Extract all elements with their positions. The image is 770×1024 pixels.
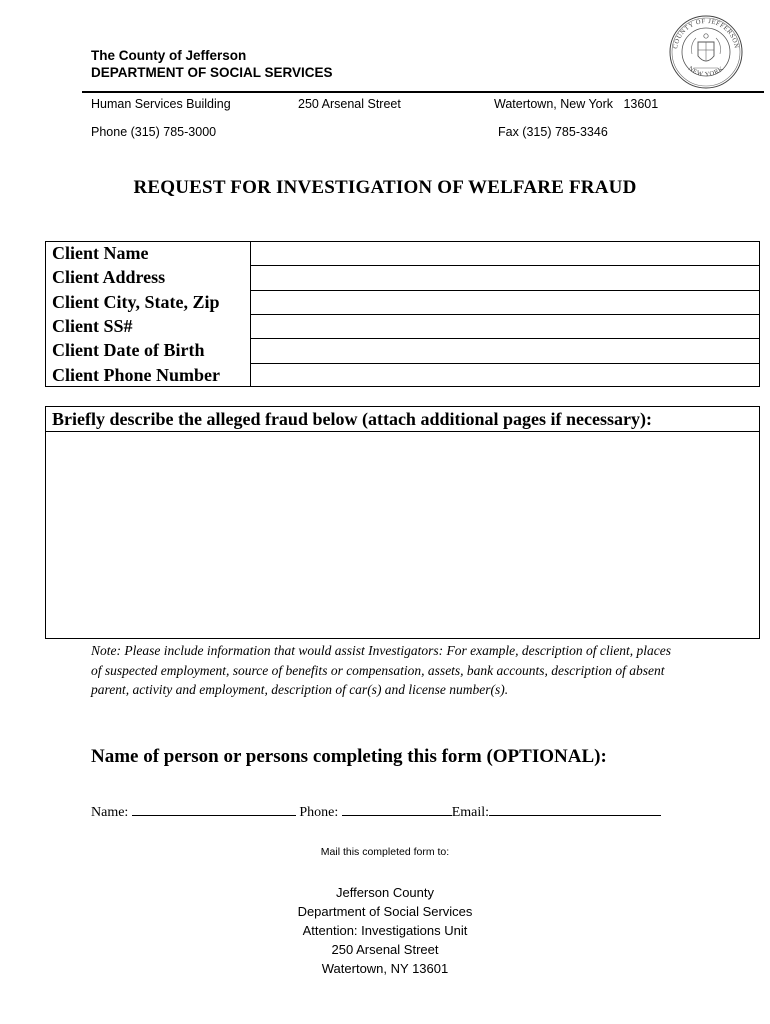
phone-number: Phone (315) 785-3000: [91, 125, 217, 139]
completer-email-label: Email:: [451, 805, 490, 820]
mail-address-line: Attention: Investigations Unit: [302, 923, 468, 938]
fraud-description-field[interactable]: [46, 432, 759, 638]
department-name: DEPARTMENT OF SOCIAL SERVICES: [91, 65, 333, 80]
mailing-address: [0, 883, 770, 978]
mail-instructions: Mail this completed form to:: [320, 846, 450, 858]
seal-text-bottom: NEW YORK: [686, 65, 726, 79]
svg-text:NEW YORK: [687, 65, 725, 78]
mail-address-line: 250 Arsenal Street: [331, 942, 439, 957]
completer-phone-label: Phone:: [299, 805, 339, 820]
mail-address-line: Department of Social Services: [297, 904, 473, 919]
client-address-field[interactable]: [251, 266, 759, 290]
client-dob-label: Client Date of Birth: [52, 340, 205, 361]
county-seal-icon: [668, 14, 744, 90]
mail-address-line: Watertown, NY 13601: [321, 961, 449, 976]
mail-address-line: Jefferson County: [335, 885, 435, 900]
completer-name-label: Name:: [91, 805, 129, 820]
fraud-description-heading: Briefly describe the alleged fraud below (attach additional pages if necessary):: [46, 407, 759, 432]
client-info-table: [45, 241, 760, 387]
client-phone-label: Client Phone Number: [52, 364, 220, 385]
street-address: 250 Arsenal Street: [298, 97, 401, 111]
header-divider: [82, 91, 764, 93]
client-name-field[interactable]: [251, 242, 759, 266]
building-name: Human Services Building: [91, 97, 231, 111]
client-phone-field[interactable]: [251, 364, 759, 388]
client-ssn-label: Client SS#: [52, 315, 133, 336]
investigator-note: Note: Please include information that would assist Investigators: For example, description of client, places of suspected employment, source of benefits or compensation, assets, bank accounts, description of absent parent, activity and employment, description of car(s) and license number(s).: [91, 643, 672, 697]
form-title: REQUEST FOR INVESTIGATION OF WELFARE FRAUD: [133, 177, 637, 198]
completer-contact-line: [91, 801, 661, 821]
city-address: Watertown, New York 13601: [494, 97, 659, 111]
client-name-label: Client Name: [52, 243, 149, 263]
client-address-label: Client Address: [52, 267, 166, 288]
completer-phone-field[interactable]: [342, 801, 452, 816]
fax-number: Fax (315) 785-3346: [498, 125, 608, 139]
client-dob-field[interactable]: [251, 339, 759, 363]
completer-name-field[interactable]: [132, 801, 296, 816]
client-city-state-zip-field[interactable]: [251, 291, 759, 315]
completer-heading: Name of person or persons completing this form (OPTIONAL):: [91, 746, 607, 767]
fraud-description-box: [45, 406, 760, 639]
client-city-state-zip-label: Client City, State, Zip: [52, 291, 220, 312]
completer-email-field[interactable]: [489, 801, 661, 816]
client-fields-column: [251, 242, 759, 386]
client-ssn-field[interactable]: [251, 315, 759, 339]
seal-text-top: COUNTY OF JEFFERSON: [672, 17, 740, 50]
county-name: The County of Jefferson: [91, 48, 247, 63]
client-labels-column: [46, 242, 251, 386]
